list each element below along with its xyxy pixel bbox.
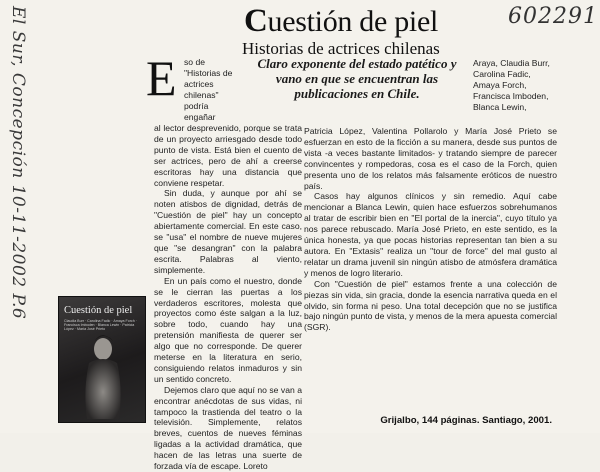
- margin-note-text: El Sur, Concepción 10-11-2002 P.6: [8, 6, 28, 320]
- cover-title: Cuestión de piel: [64, 305, 133, 316]
- left-paragraph: al lector desprevenido, porque se trata de un proyecto arriesgado desde todo punto de vista. Está bien el cuento de ser actrices, pero de ahí a creerse escritoras hay una distancia que conviene respetar.: [154, 123, 302, 188]
- article-headline: [242, 3, 504, 59]
- left-paragraph: En un país como el nuestro, donde se le cierran las puertas a los verdaderos escritores, molesta que proyectos como éste salgan a la luz, sobre todo, cuando hay una pretensión manifiesta de querer ser algo que no corresponde. De querer meterse en la literatura en serio, consiguiendo relatos inmaduros y sin un sentido concreto.: [154, 275, 302, 384]
- headline-title: [244, 3, 504, 39]
- authors-list: Araya, Claudia Burr, Carolina Fadic, Amaya Forch, Francisca Imboden, Blanca Lewin,: [473, 58, 550, 112]
- left-column: [154, 123, 302, 472]
- right-paragraph: Con "Cuestión de piel" estamos frente a una colección de piezas sin vida, sin gracia, donde la esencia narrativa queda en el olvido, sin forma ni peso. Una total decepción que no se justifica bajo ningún punto de vista, y menos de la mera apuesta comercial (SGR).: [304, 278, 557, 333]
- headline-title-rest: uestión de piel: [267, 5, 439, 38]
- book-cover-image: [58, 296, 146, 423]
- left-paragraph: Sin duda, y aunque por ahí se noten atisbos de dignidad, detrás de "Cuestión de piel" hay un concepto abiertamente comercial. En este caso, se "usa" el nombre de nueve mujeres que "se desangran" con la palabra escrita. Palabras al viento, simplemente.: [154, 188, 302, 275]
- left-paragraph: Dejemos claro que aquí no se van a encontrar anécdotas de sus vidas, ni tampoco la trastienda del teatro o la televisión. Simplemente, relatos breves, cuentos de nueves féminas ligadas a la actividad dramática, que hacen de las letras una suerte de forzada vía de escape. Loreto: [154, 384, 302, 472]
- headline-title-initial: C: [244, 3, 268, 39]
- book-publication-info: Grijalbo, 144 páginas. Santiago, 2001.: [380, 415, 552, 426]
- drop-cap: E: [146, 50, 177, 106]
- right-column: [304, 126, 557, 406]
- intro-text: [184, 57, 242, 123]
- intro-paragraph: so de "Historias de actrices chilenas" podría engañar: [184, 57, 233, 122]
- right-paragraph: Patricia López, Valentina Pollarolo y María José Prieto se esfuerzan en esto de la ficción a su manera, desde sus puntos de vista -a veces bastante limitados- y tratando siempre de parecer convincentes y rompedoras, cosa es el caso de la Forch, quien presenta uno de los relatos más falsamente eróticos de nuestro país.: [304, 126, 557, 191]
- right-column-top: [473, 58, 555, 126]
- right-paragraph: Casos hay algunos clínicos y sin remedio. Aquí cabe mencionar a Blanca Lewin, quien hace esfuerzos sobrehumanos al tratar de escribir bien en "El portal de la inercia", cuyo título ya nos parece rebuscado. María José Prieto, en este sentido, es la única honesta, ya que pocas historias representan tan bien a su autora. En "Extasis" realiza un "tour de force" del mal gusto al relatar un drama juvenil sin ningún atisbo de atmósfera dramática y menos de logro literario.: [304, 191, 557, 278]
- pull-quote: Claro exponente del estado patético y vano en que se encuentran las publicaciones en Chile.: [257, 56, 457, 101]
- headline-subtitle: Historias de actrices chilenas: [242, 39, 440, 58]
- archive-number: 602291: [508, 4, 598, 29]
- cover-authors: Claudia Burr · Carolina Fadic · Amaya Forch · Francisca Imboden · Blanca Lewin · Patricia López · María José Prieto: [64, 319, 137, 332]
- handwritten-margin-note: [4, 6, 30, 320]
